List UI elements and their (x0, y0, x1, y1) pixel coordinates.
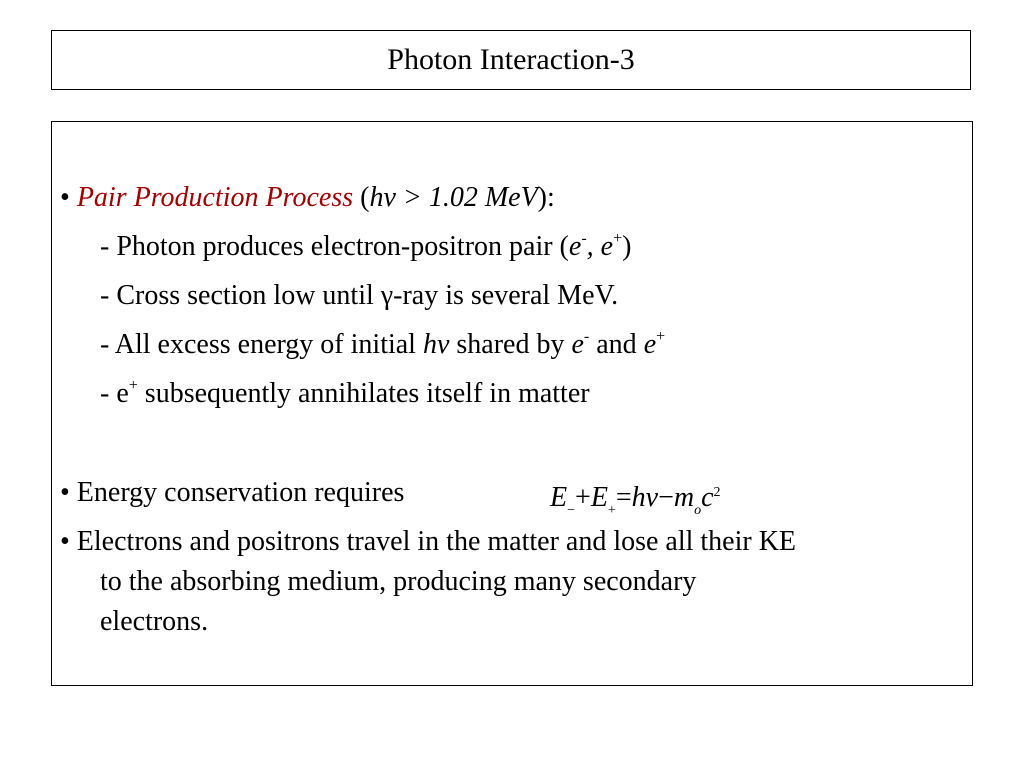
electron-symbol: e (571, 329, 584, 360)
bullet-marker: • (60, 182, 70, 213)
sub-point-text: shared by (449, 329, 572, 360)
paren-open: ( (360, 182, 370, 213)
formula-e-plus: E (590, 482, 608, 513)
bullet-text: • Energy conservation requires (60, 477, 405, 508)
energy-conservation-formula (550, 482, 721, 518)
formula-equals: = (615, 482, 632, 513)
bullet-text: electrons. (100, 606, 209, 637)
bullet-electrons-positrons (60, 528, 796, 556)
bullet-text: • Electrons and positrons travel in the matter and lose all their KE (60, 526, 797, 557)
formula-mass: m (673, 482, 695, 513)
sub-point-annihilation (100, 377, 590, 409)
bullet-energy-conservation (60, 479, 404, 507)
energy-threshold: > 1.02 MeV (395, 182, 538, 213)
slide-title-box (51, 30, 971, 90)
electron-charge: - (583, 328, 590, 345)
electron-charge: - (581, 230, 587, 247)
sub-point-text: and (589, 329, 644, 360)
positron-charge: + (656, 328, 666, 345)
bullet-continuation (100, 568, 696, 596)
positron-charge: + (613, 230, 623, 247)
formula-minus: − (658, 482, 674, 513)
sub-point-cross-section (100, 282, 618, 310)
sub-point-pair-produced (100, 230, 632, 262)
sub-point-excess-energy (100, 328, 666, 360)
formula-c: c (701, 482, 714, 513)
positron-charge: + (128, 377, 138, 394)
sub-point-text: - Cross section low until γ-ray is several MeV. (100, 280, 619, 311)
formula-e-minus: E (550, 482, 568, 513)
paren-close: ): (537, 182, 555, 213)
bullet-pair-production (60, 184, 555, 212)
electron-symbol: e (568, 231, 582, 262)
formula-subscript: − (567, 503, 576, 518)
formula-superscript: 2 (713, 485, 721, 500)
bullet-continuation (100, 608, 208, 636)
slide-content-box (51, 121, 973, 686)
paren-close: ) (622, 231, 632, 262)
sub-point-text: subsequently annihilates itself in matter (137, 378, 590, 409)
comma: , (586, 231, 601, 262)
slide-title: Photon Interaction-3 (387, 43, 635, 76)
h-nu: hν (369, 182, 396, 213)
positron-symbol: e (600, 231, 614, 262)
sub-point-text: - Photon produces electron-positron pair ( (100, 231, 569, 262)
formula-plus: + (575, 482, 591, 513)
formula-subscript: o (694, 503, 702, 518)
bullet-text: to the absorbing medium, producing many secondary (100, 566, 697, 597)
positron-symbol: - e (100, 378, 129, 409)
formula-subscript: + (607, 503, 616, 518)
sub-point-text: - All excess energy of initial (100, 329, 423, 360)
pair-production-heading: Pair Production Process (76, 182, 354, 213)
positron-symbol: e (643, 329, 657, 360)
formula-h-nu: hν (631, 482, 659, 513)
h-nu: hν (422, 329, 450, 360)
